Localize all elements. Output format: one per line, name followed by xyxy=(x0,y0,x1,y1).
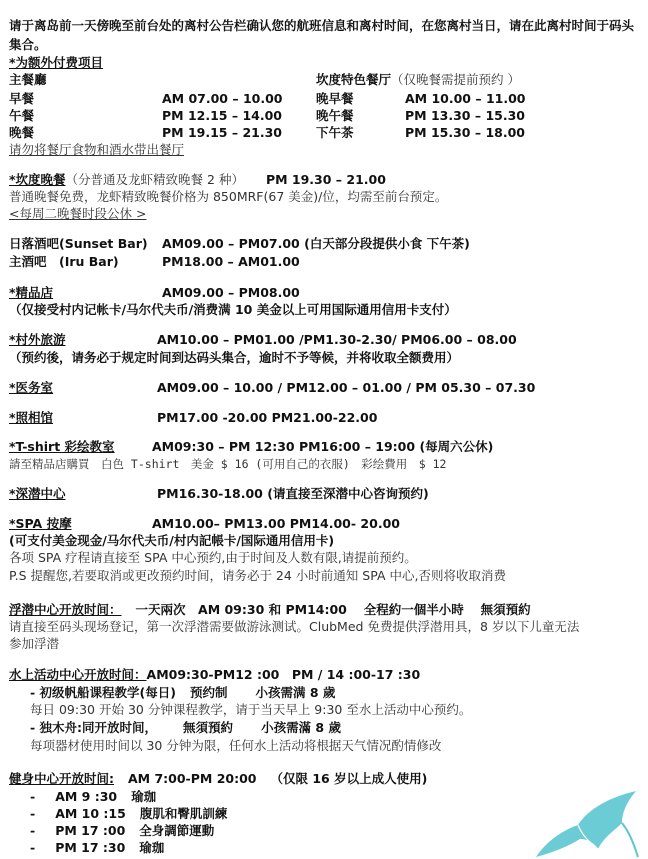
excursion-note: （预约後，请务必于规定时间到达码头集合，逾时不予等候，并将收取全额费用） xyxy=(9,350,460,365)
dive-title: *深潜中心 xyxy=(9,486,66,501)
dive-note: (请直接至深潜中心咨询预约) xyxy=(267,486,429,501)
fitness-class-name: 腹肌和臀肌訓練 xyxy=(139,806,228,821)
meal-time: PM 15.30 – 18.00 xyxy=(405,125,525,140)
meal-name: 早餐 xyxy=(9,91,35,106)
fitness-class-name: 全身調節運動 xyxy=(139,823,215,838)
fitness-line xyxy=(9,771,427,787)
snorkel-line1: 请直接至码头现场登记，第一次浮潜需要做游泳测试。ClubMed 免费提供浮潜用具，8 岁以下儿童无法 xyxy=(9,619,580,634)
sail-detail: 每日 09:30 开始 30 分钟课程教学，请于当天早上 9:30 至水上活动中心预约。 xyxy=(30,702,472,717)
tshirt-detail: 請至精品店購買 白色 T-shirt 美金 $ 16 (可用自己的衣服) 彩绘費用 $ 12 xyxy=(9,457,447,471)
kayak-line xyxy=(30,720,341,736)
clinic-time: AM09.00 – 10.00 / PM12.00 – 01.00 / PM 05.30 – 07.30 xyxy=(157,380,536,395)
meal-name: 晚餐 xyxy=(9,125,35,140)
kandu-dinner-title: *坎度晚餐 xyxy=(9,172,66,187)
water-time: AM09:30-PM12 :00 PM / 14 :00-17 :30 xyxy=(146,667,421,682)
photo-time: PM17.00 -20.00 PM21.00-22.00 xyxy=(157,410,378,425)
tshirt-time: AM09:30 – PM 12:30 PM16:00 – 19:00 xyxy=(152,439,416,454)
meal-time: AM 10.00 – 11.00 xyxy=(405,91,526,106)
specialty-title-text: 坎度特色餐厅 xyxy=(316,72,392,87)
fitness-time: AM 7:00-PM 20:00 xyxy=(128,771,257,786)
clinic-title: *医务室 xyxy=(9,380,54,395)
kayak-age: 小孩需滿 8 歲 xyxy=(261,720,341,735)
fitness-class-time: PM 17 :00 xyxy=(55,823,126,838)
sail-req: 预约制 xyxy=(189,685,228,700)
bar-time-line xyxy=(162,236,470,252)
fitness-class-name: 瑜珈 xyxy=(139,840,165,855)
extra-paid-label: *为额外付费项目 xyxy=(9,55,104,70)
fitness-class-time: AM 10 :15 xyxy=(55,806,126,821)
excursion-time: AM10.00 – PM01.00 /PM1.30-2.30/ PM06.00 – 08.00 xyxy=(157,332,517,347)
dive-time: PM16.30-18.00 xyxy=(157,486,263,501)
kandu-dinner-price: 普通晚餐免费，龙虾精致晚餐价格为 850MRF(67 美金)/位，均需至前台预定。 xyxy=(9,189,448,204)
kandu-dinner-time: PM 19.30 – 21.00 xyxy=(265,172,386,187)
boutique-title: *精品店 xyxy=(9,285,54,300)
meal-time: PM 12.15 – 14.00 xyxy=(162,108,282,123)
snorkel-title: 浮潜中心开放时间： xyxy=(9,602,122,617)
bar-time: PM18.00 – AM01.00 xyxy=(162,254,300,269)
fitness-class: - AM 10 :15 腹肌和臀肌訓練 xyxy=(30,806,228,821)
bar-time: AM09.00 – PM07.00 xyxy=(162,236,300,251)
fitness-note: （仅限 16 岁以上成人使用) xyxy=(270,771,428,786)
kandu-dinner-line xyxy=(9,172,386,188)
manta-ray-decoration xyxy=(518,779,648,859)
fitness-class-time: PM 17 :30 xyxy=(55,840,126,855)
no-takeout-note: 请勿将餐厅食物和酒水带出餐厅 xyxy=(9,142,185,157)
spa-line2: P.S 提醒您,若要取消或更改预约时间，请务必于 24 小时前通知 SPA 中心,否则将收取消费 xyxy=(9,568,506,583)
fitness-title: 健身中心开放时间: xyxy=(9,771,114,786)
sail-line xyxy=(30,685,335,701)
specialty-restaurant-title xyxy=(316,72,520,88)
tshirt-time-line xyxy=(152,439,493,455)
tshirt-title: *T-shirt 彩绘教室 xyxy=(9,439,115,454)
tshirt-note: (每周六公休) xyxy=(419,439,494,454)
fitness-class: - PM 17 :00 全身調節運動 xyxy=(30,823,215,838)
dive-time-line xyxy=(157,486,429,502)
kayak-title: - 独木舟:同开放时间， xyxy=(30,720,158,735)
meal-name: 下午茶 xyxy=(316,125,354,140)
boutique-time: AM09.00 – PM08.00 xyxy=(162,285,300,300)
water-line xyxy=(9,667,420,683)
kandu-closed-note: <每周二晚餐时段公休 > xyxy=(9,206,147,221)
kayak-detail: 每项器材使用时间以 30 分钟为限，任何水上活动将根据天气情况酌情修改 xyxy=(30,738,442,753)
main-restaurant-title: 主餐廳 xyxy=(9,72,47,87)
fitness-class: - PM 17 :30 瑜珈 xyxy=(30,840,165,855)
meal-name: 晚早餐 xyxy=(316,91,354,106)
meal-time: PM 19.15 – 21.30 xyxy=(162,125,282,140)
meal-name: 午餐 xyxy=(9,108,35,123)
kandu-dinner-detail: （分普通及龙虾精致晚餐 2 种） xyxy=(65,172,244,187)
spa-line1: 各项 SPA 疗程请直接至 SPA 中心预约,由于时间及人数有限,请提前预约。 xyxy=(9,550,417,565)
fitness-class-name: 瑜珈 xyxy=(131,789,157,804)
meal-time: PM 13.30 – 15.30 xyxy=(405,108,525,123)
snorkel-schedule: 一天兩次 AM 09:30 和 PM14:00 全程約一個半小時 無須預約 xyxy=(135,602,531,617)
fitness-class-time: AM 9 :30 xyxy=(55,789,118,804)
specialty-note: （仅晚餐需提前预约 ） xyxy=(391,72,520,87)
water-title: 水上活动中心开放时间： xyxy=(9,667,147,682)
excursion-title: *村外旅游 xyxy=(9,332,66,347)
spa-payment: (可支付美金现金/马尔代夫币/村内記帳卡/国际通用信用卡) xyxy=(9,533,335,548)
snorkel-line xyxy=(9,602,531,618)
bar-name: 主酒吧 (Iru Bar) xyxy=(9,254,119,269)
bar-name: 日落酒吧(Sunset Bar) xyxy=(9,236,148,251)
meal-time: AM 07.00 – 10.00 xyxy=(162,91,283,106)
sail-age: 小孩需满 8 歲 xyxy=(255,685,336,700)
bar-note: (白天部分段提供小食 下午茶) xyxy=(304,236,470,251)
kayak-req: 無須預約 xyxy=(183,720,234,735)
intro-paragraph: 请于离岛前一天傍晚至前台处的离村公告栏确认您的航班信息和离村时间，在您离村当日，请在此离村时间于码头集合。 xyxy=(9,18,635,52)
snorkel-line2: 参加浮潜 xyxy=(9,636,60,651)
meal-name: 晚午餐 xyxy=(316,108,354,123)
sail-title: - 初级帆船课程教学(每日) xyxy=(30,685,176,700)
spa-title: *SPA 按摩 xyxy=(9,516,72,531)
fitness-class: - AM 9 :30 瑜珈 xyxy=(30,789,157,804)
spa-time: AM10.00– PM13.00 PM14.00- 20.00 xyxy=(152,516,400,531)
photo-title: *照相馆 xyxy=(9,410,54,425)
boutique-note: （仅接受村内记帐卡/马尔代夫币/消费满 10 美金以上可用国际通用信用卡支付） xyxy=(9,302,457,317)
